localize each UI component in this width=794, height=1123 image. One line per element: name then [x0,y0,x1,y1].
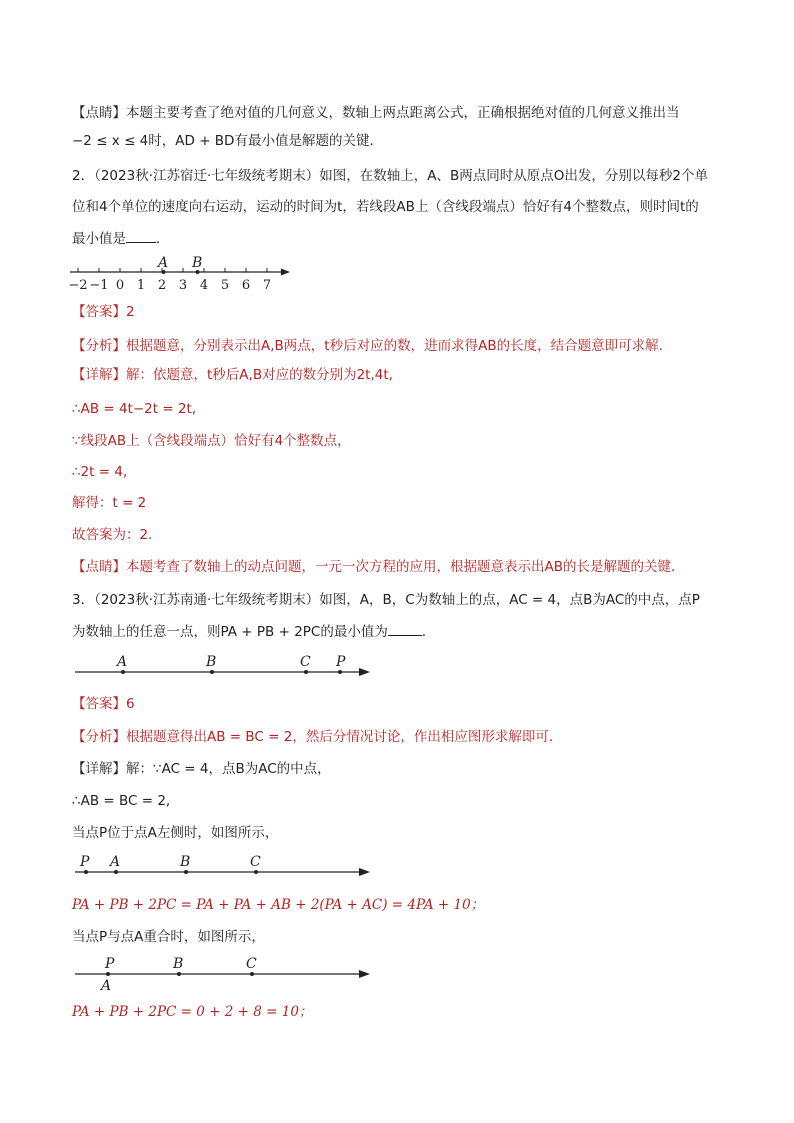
fig1-label-c: C [300,654,311,670]
q2-detail-2: ∴AB = 4t−2t = 2t, [72,401,197,417]
q2-analysis: 【分析】根据题意，分别表示出A,B两点，t秒后对应的数，进而求得AB的长度，结合题意即可求解． [72,338,673,354]
prev-tip-line1: 【点睛】本题主要考查了绝对值的几何意义，数轴上两点距离公式，正确根据绝对值的几何意义推出当 [72,105,680,121]
q2-detail-1: 【详解】解：依题意，t秒后A,B对应的数分别为2t,4t, [72,367,393,383]
fig3-label-p: P [105,956,115,972]
point-a-label: A [158,255,169,271]
fig1-label-p: P [336,654,346,670]
q2-stem-prefix: 最小值是 [72,231,126,247]
q2-detail-6: 故答案为：2． [72,527,162,543]
q2-detail-3: ∵线段AB上（含线段端点）恰好有4个整数点， [72,433,351,449]
fig2-label-c: C [250,854,261,870]
point-b-label: B [192,255,203,271]
axis-tick-label: 3 [178,278,188,293]
q3-detail-2: ∴AB = BC = 2, [72,793,171,809]
q3-case-1: 当点P位于点A左侧时，如图所示， [72,825,279,841]
q3-equation-1: PA + PB + 2PC = PA + PA + AB + 2(PA + AC) = 4PA + 10； [72,897,485,913]
q2-number-line [68,252,298,297]
axis-tick-label: 4 [199,278,209,293]
fig2-label-a: A [110,854,121,870]
q2-detail-4: ∴2t = 4, [72,464,128,480]
q2-stem-line1: 2．（2023秋·江苏宿迁·七年级统考期末）如图，在数轴上，A、B两点同时从原点O出发，分别以每秒2个单 [72,168,708,184]
axis-tick-label: 5 [220,278,230,293]
q3-answer: 【答案】6 [72,696,135,712]
q2-tip: 【点睛】本题考查了数轴上的动点问题，一元一次方程的应用，根据题意表示出AB的长是解题的关键． [72,559,685,575]
q3-stem-prefix: 为数轴上的任意一点，则PA + PB + 2PC的最小值为 [72,624,388,640]
fig1-label-a: A [117,654,128,670]
q3-detail-1: 【详解】解：∵AC = 4，点B为AC的中点， [72,761,331,777]
axis-tick-label: 0 [115,278,125,293]
axis-tick-label: 7 [262,278,272,293]
axis-tick-label: 2 [157,278,167,293]
q2-stem-line2: 位和4个单位的速度向右运动，运动的时间为t，若线段AB上（含线段端点）恰好有4个整数点，则时间t的 [72,199,699,215]
fig3-label-b: B [173,956,184,972]
fig1-label-b: B [206,654,217,670]
axis-tick-label: 6 [241,278,251,293]
fig2-label-b: B [180,854,191,870]
axis-tick-label: −1 [89,278,109,293]
answer-blank [126,228,156,243]
fig2-label-p: P [80,854,90,870]
fig3-label-c: C [246,956,257,972]
q3-stem-line2 [72,621,734,642]
answer-blank [388,621,422,636]
q3-stem-suffix: ． [421,624,436,640]
q3-equation-2: PA + PB + 2PC = 0 + 2 + 8 = 10； [72,1004,313,1020]
q2-detail-5: 解得：t = 2 [72,495,147,511]
q2-stem-line3 [72,228,734,249]
prev-tip-line2: −2 ≤ x ≤ 4时，AD + BD有最小值是解题的关键． [72,133,383,149]
axis-tick-label: −2 [68,278,88,293]
q3-analysis: 【分析】根据题意得出AB = BC = 2，然后分情况讨论，作出相应图形求解即可． [72,729,563,745]
q2-stem-suffix: ． [156,231,170,247]
q2-answer: 【答案】2 [72,304,135,320]
fig3-label-a: A [101,978,112,994]
q3-case-2: 当点P与点A重合时，如图所示， [72,929,265,945]
axis-tick-label: 1 [136,278,146,293]
q3-stem-line1: 3．（2023秋·江苏南通·七年级统考期末）如图，A，B，C为数轴上的点，AC = 4，点B为AC的中点，点P [72,592,700,608]
q3-figure-1 [70,650,380,685]
q3-figure-2 [70,850,380,885]
q3-figure-3 [70,952,380,997]
